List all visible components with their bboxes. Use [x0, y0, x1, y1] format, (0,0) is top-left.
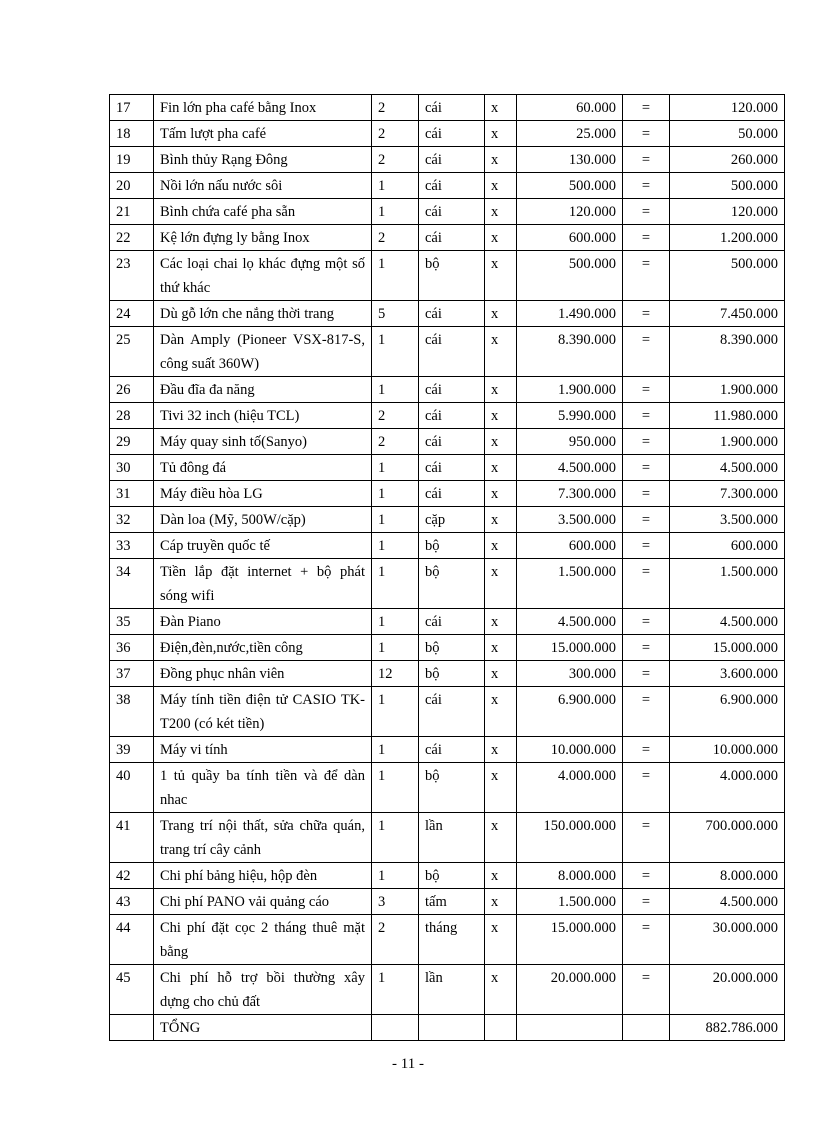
cell-unit: bộ	[419, 533, 485, 559]
cell-unit-price: 120.000	[517, 199, 623, 225]
cell-line-total: 260.000	[670, 147, 785, 173]
cell-qty: 1	[372, 327, 419, 377]
cell-operator: x	[485, 915, 517, 965]
cell-qty: 1	[372, 965, 419, 1015]
cell-operator: x	[485, 301, 517, 327]
cell-name: Đồng phục nhân viên	[154, 661, 372, 687]
cell-unit: cái	[419, 199, 485, 225]
cell-qty: 1	[372, 813, 419, 863]
cell-empty	[517, 1015, 623, 1041]
cell-qty: 3	[372, 889, 419, 915]
cell-equals: =	[623, 737, 670, 763]
cell-qty: 1	[372, 199, 419, 225]
table-row	[110, 965, 785, 1015]
cell-equals: =	[623, 559, 670, 609]
cell-name: Máy vi tính	[154, 737, 372, 763]
cell-stt: 39	[110, 737, 154, 763]
cell-unit: tháng	[419, 915, 485, 965]
cell-line-total: 1.200.000	[670, 225, 785, 251]
table-row	[110, 559, 785, 609]
cell-qty: 1	[372, 455, 419, 481]
table-row	[110, 609, 785, 635]
cell-equals: =	[623, 251, 670, 301]
cell-line-total: 15.000.000	[670, 635, 785, 661]
cell-equals: =	[623, 147, 670, 173]
cell-unit: bộ	[419, 661, 485, 687]
cell-name: Máy quay sinh tố(Sanyo)	[154, 429, 372, 455]
cell-equals: =	[623, 429, 670, 455]
cell-stt: 17	[110, 95, 154, 121]
cell-equals: =	[623, 455, 670, 481]
cell-line-total: 3.500.000	[670, 507, 785, 533]
cell-unit-price: 20.000.000	[517, 965, 623, 1015]
cell-unit-price: 600.000	[517, 533, 623, 559]
total-row	[110, 1015, 785, 1041]
cell-qty: 2	[372, 915, 419, 965]
table-row	[110, 915, 785, 965]
cell-unit: cái	[419, 737, 485, 763]
cell-unit: cái	[419, 403, 485, 429]
cell-stt: 34	[110, 559, 154, 609]
cell-stt: 23	[110, 251, 154, 301]
table-row	[110, 889, 785, 915]
cell-unit: cặp	[419, 507, 485, 533]
cell-unit: cái	[419, 173, 485, 199]
cell-unit: bộ	[419, 863, 485, 889]
cell-empty	[623, 1015, 670, 1041]
table-row	[110, 121, 785, 147]
cell-qty: 1	[372, 173, 419, 199]
cell-unit: cái	[419, 327, 485, 377]
cell-operator: x	[485, 173, 517, 199]
cell-operator: x	[485, 863, 517, 889]
cell-line-total: 7.300.000	[670, 481, 785, 507]
cell-qty: 5	[372, 301, 419, 327]
cell-empty	[485, 1015, 517, 1041]
cell-line-total: 8.390.000	[670, 327, 785, 377]
table-row	[110, 377, 785, 403]
cell-unit-price: 4.500.000	[517, 455, 623, 481]
cell-stt: 21	[110, 199, 154, 225]
cell-stt: 36	[110, 635, 154, 661]
cell-operator: x	[485, 147, 517, 173]
cell-line-total: 11.980.000	[670, 403, 785, 429]
cell-name: Đầu đĩa đa năng	[154, 377, 372, 403]
cell-unit: cái	[419, 429, 485, 455]
cell-operator: x	[485, 251, 517, 301]
cell-stt: 42	[110, 863, 154, 889]
table-row	[110, 301, 785, 327]
cell-qty: 1	[372, 687, 419, 737]
cell-equals: =	[623, 763, 670, 813]
cell-operator: x	[485, 429, 517, 455]
cell-unit-price: 500.000	[517, 173, 623, 199]
table-row	[110, 251, 785, 301]
cell-line-total: 500.000	[670, 251, 785, 301]
cell-equals: =	[623, 965, 670, 1015]
cell-unit: cái	[419, 301, 485, 327]
cell-qty: 1	[372, 635, 419, 661]
cell-unit-price: 8.390.000	[517, 327, 623, 377]
table-row	[110, 173, 785, 199]
cell-name: Máy tính tiền điện tử CASIO TK- T200 (có két tiền)	[154, 687, 372, 737]
cell-qty: 2	[372, 225, 419, 251]
cell-stt: 20	[110, 173, 154, 199]
cell-unit-price: 15.000.000	[517, 635, 623, 661]
cell-unit-price: 1.490.000	[517, 301, 623, 327]
cell-qty: 2	[372, 147, 419, 173]
cell-equals: =	[623, 863, 670, 889]
cell-qty: 1	[372, 737, 419, 763]
cell-line-total: 700.000.000	[670, 813, 785, 863]
cell-equals: =	[623, 403, 670, 429]
cell-qty: 1	[372, 507, 419, 533]
cell-equals: =	[623, 225, 670, 251]
cell-equals: =	[623, 199, 670, 225]
cell-stt: 25	[110, 327, 154, 377]
cell-equals: =	[623, 915, 670, 965]
cell-operator: x	[485, 455, 517, 481]
cell-stt: 22	[110, 225, 154, 251]
cell-stt: 19	[110, 147, 154, 173]
cell-line-total: 120.000	[670, 199, 785, 225]
cell-unit: lần	[419, 813, 485, 863]
cell-qty: 2	[372, 95, 419, 121]
cell-line-total: 4.500.000	[670, 609, 785, 635]
cell-equals: =	[623, 533, 670, 559]
cell-unit-price: 1.900.000	[517, 377, 623, 403]
cell-unit-price: 500.000	[517, 251, 623, 301]
table-row	[110, 763, 785, 813]
cell-equals: =	[623, 327, 670, 377]
cost-table	[109, 94, 785, 1041]
cell-line-total: 1.900.000	[670, 429, 785, 455]
cell-unit: cái	[419, 377, 485, 403]
cell-stt: 24	[110, 301, 154, 327]
cell-line-total: 6.900.000	[670, 687, 785, 737]
cell-operator: x	[485, 559, 517, 609]
cell-unit: bộ	[419, 763, 485, 813]
cell-name: Các loại chai lọ khác đựng một số thứ khác	[154, 251, 372, 301]
cell-unit: lần	[419, 965, 485, 1015]
table-row	[110, 95, 785, 121]
cell-name: Bình chứa café pha sẵn	[154, 199, 372, 225]
table-row	[110, 199, 785, 225]
cell-stt: 33	[110, 533, 154, 559]
cell-unit: tấm	[419, 889, 485, 915]
cell-qty: 1	[372, 251, 419, 301]
cell-unit-price: 7.300.000	[517, 481, 623, 507]
cell-line-total: 600.000	[670, 533, 785, 559]
cell-qty: 1	[372, 863, 419, 889]
cell-unit: bộ	[419, 559, 485, 609]
cell-empty	[110, 1015, 154, 1041]
cell-equals: =	[623, 609, 670, 635]
cell-unit: bộ	[419, 635, 485, 661]
cell-empty	[372, 1015, 419, 1041]
cell-unit-price: 15.000.000	[517, 915, 623, 965]
cell-unit-price: 150.000.000	[517, 813, 623, 863]
cell-empty	[419, 1015, 485, 1041]
cell-stt: 37	[110, 661, 154, 687]
cell-name: Dàn loa (Mỹ, 500W/cặp)	[154, 507, 372, 533]
cell-unit-price: 130.000	[517, 147, 623, 173]
cell-unit-price: 3.500.000	[517, 507, 623, 533]
cell-qty: 1	[372, 559, 419, 609]
cell-name: Tiền lắp đặt internet + bộ phát sóng wifi	[154, 559, 372, 609]
cell-equals: =	[623, 507, 670, 533]
cell-name: Cáp truyền quốc tế	[154, 533, 372, 559]
cell-line-total: 10.000.000	[670, 737, 785, 763]
cell-operator: x	[485, 481, 517, 507]
grand-total: 882.786.000	[670, 1015, 785, 1041]
cell-operator: x	[485, 225, 517, 251]
cell-line-total: 20.000.000	[670, 965, 785, 1015]
cell-stt: 40	[110, 763, 154, 813]
cell-name: Chi phí hỗ trợ bồi thường xây dựng cho chủ đất	[154, 965, 372, 1015]
cell-qty: 1	[372, 763, 419, 813]
table-row	[110, 687, 785, 737]
cell-equals: =	[623, 121, 670, 147]
page-number: - 11 -	[392, 1056, 424, 1072]
table-row	[110, 863, 785, 889]
cell-stt: 30	[110, 455, 154, 481]
cell-line-total: 4.500.000	[670, 455, 785, 481]
cell-line-total: 8.000.000	[670, 863, 785, 889]
table-row	[110, 403, 785, 429]
cell-stt: 28	[110, 403, 154, 429]
table-row	[110, 481, 785, 507]
cell-equals: =	[623, 95, 670, 121]
cell-name: Trang trí nội thất, sửa chữa quán, trang trí cây cảnh	[154, 813, 372, 863]
table-row	[110, 429, 785, 455]
cell-equals: =	[623, 889, 670, 915]
cell-name: Máy điều hòa LG	[154, 481, 372, 507]
cell-unit-price: 4.000.000	[517, 763, 623, 813]
cell-unit-price: 10.000.000	[517, 737, 623, 763]
cell-qty: 1	[372, 481, 419, 507]
table-row	[110, 661, 785, 687]
cell-line-total: 7.450.000	[670, 301, 785, 327]
cell-operator: x	[485, 507, 517, 533]
cell-unit: cái	[419, 481, 485, 507]
cost-table-body	[110, 95, 785, 1041]
cell-equals: =	[623, 301, 670, 327]
cell-operator: x	[485, 403, 517, 429]
cell-line-total: 30.000.000	[670, 915, 785, 965]
cell-operator: x	[485, 813, 517, 863]
cell-name: Fin lớn pha café bằng Inox	[154, 95, 372, 121]
cell-stt: 44	[110, 915, 154, 965]
cell-line-total: 4.000.000	[670, 763, 785, 813]
table-row	[110, 327, 785, 377]
cell-operator: x	[485, 199, 517, 225]
cell-operator: x	[485, 95, 517, 121]
cell-unit-price: 600.000	[517, 225, 623, 251]
cell-unit-price: 300.000	[517, 661, 623, 687]
cell-operator: x	[485, 687, 517, 737]
cell-name: Đàn Piano	[154, 609, 372, 635]
cell-line-total: 1.500.000	[670, 559, 785, 609]
cell-equals: =	[623, 481, 670, 507]
cell-stt: 31	[110, 481, 154, 507]
cell-unit: bộ	[419, 251, 485, 301]
cell-operator: x	[485, 965, 517, 1015]
cell-qty: 2	[372, 121, 419, 147]
cell-line-total: 3.600.000	[670, 661, 785, 687]
cell-operator: x	[485, 533, 517, 559]
cell-unit-price: 25.000	[517, 121, 623, 147]
cell-stt: 29	[110, 429, 154, 455]
cell-line-total: 4.500.000	[670, 889, 785, 915]
cell-name: Dù gỗ lớn che nắng thời trang	[154, 301, 372, 327]
cell-stt: 18	[110, 121, 154, 147]
cell-operator: x	[485, 609, 517, 635]
cell-unit: cái	[419, 609, 485, 635]
cell-name: Tấm lượt pha café	[154, 121, 372, 147]
cell-unit-price: 6.900.000	[517, 687, 623, 737]
cell-qty: 2	[372, 403, 419, 429]
cell-unit-price: 1.500.000	[517, 559, 623, 609]
cell-stt: 35	[110, 609, 154, 635]
cell-line-total: 1.900.000	[670, 377, 785, 403]
cell-name: Tivi 32 inch (hiệu TCL)	[154, 403, 372, 429]
table-row	[110, 533, 785, 559]
table-row	[110, 455, 785, 481]
cell-equals: =	[623, 173, 670, 199]
cell-stt: 45	[110, 965, 154, 1015]
cell-name: Kệ lớn đựng ly bằng Inox	[154, 225, 372, 251]
table-row	[110, 147, 785, 173]
cell-unit-price: 60.000	[517, 95, 623, 121]
cell-operator: x	[485, 889, 517, 915]
cell-name: Chi phí đặt cọc 2 tháng thuê mặt bằng	[154, 915, 372, 965]
cell-qty: 1	[372, 533, 419, 559]
cell-qty: 1	[372, 609, 419, 635]
cell-line-total: 500.000	[670, 173, 785, 199]
cell-qty: 12	[372, 661, 419, 687]
cell-name: Chi phí PANO vải quảng cáo	[154, 889, 372, 915]
cell-unit: cái	[419, 225, 485, 251]
cell-line-total: 50.000	[670, 121, 785, 147]
cell-unit-price: 950.000	[517, 429, 623, 455]
cell-stt: 32	[110, 507, 154, 533]
cell-equals: =	[623, 635, 670, 661]
cell-stt: 43	[110, 889, 154, 915]
cell-name: Nồi lớn nấu nước sôi	[154, 173, 372, 199]
cell-line-total: 120.000	[670, 95, 785, 121]
cell-unit: cái	[419, 147, 485, 173]
table-row	[110, 507, 785, 533]
cell-unit-price: 4.500.000	[517, 609, 623, 635]
cell-operator: x	[485, 737, 517, 763]
cell-name: Điện,đèn,nước,tiền công	[154, 635, 372, 661]
cell-equals: =	[623, 813, 670, 863]
table-row	[110, 225, 785, 251]
cell-name: Bình thủy Rạng Đông	[154, 147, 372, 173]
table-row	[110, 813, 785, 863]
cell-equals: =	[623, 661, 670, 687]
table-row	[110, 737, 785, 763]
total-label: TỔNG	[154, 1015, 372, 1041]
cell-operator: x	[485, 377, 517, 403]
cell-stt: 41	[110, 813, 154, 863]
cell-unit-price: 8.000.000	[517, 863, 623, 889]
cell-stt: 38	[110, 687, 154, 737]
cell-unit: cái	[419, 121, 485, 147]
cell-equals: =	[623, 687, 670, 737]
cell-unit: cái	[419, 95, 485, 121]
cell-operator: x	[485, 661, 517, 687]
cell-stt: 26	[110, 377, 154, 403]
cell-name: Tủ đông đá	[154, 455, 372, 481]
cell-operator: x	[485, 635, 517, 661]
cell-unit-price: 1.500.000	[517, 889, 623, 915]
cell-operator: x	[485, 327, 517, 377]
cell-qty: 2	[372, 429, 419, 455]
cell-operator: x	[485, 121, 517, 147]
cell-name: Chi phí bảng hiệu, hộp đèn	[154, 863, 372, 889]
cell-qty: 1	[372, 377, 419, 403]
cell-operator: x	[485, 763, 517, 813]
cell-unit: cái	[419, 687, 485, 737]
cell-unit: cái	[419, 455, 485, 481]
cell-name: 1 tủ quầy ba tính tiền và để dàn nhac	[154, 763, 372, 813]
cell-name: Dàn Amply (Pioneer VSX-817-S, công suất 360W)	[154, 327, 372, 377]
cell-equals: =	[623, 377, 670, 403]
table-row	[110, 635, 785, 661]
cell-unit-price: 5.990.000	[517, 403, 623, 429]
